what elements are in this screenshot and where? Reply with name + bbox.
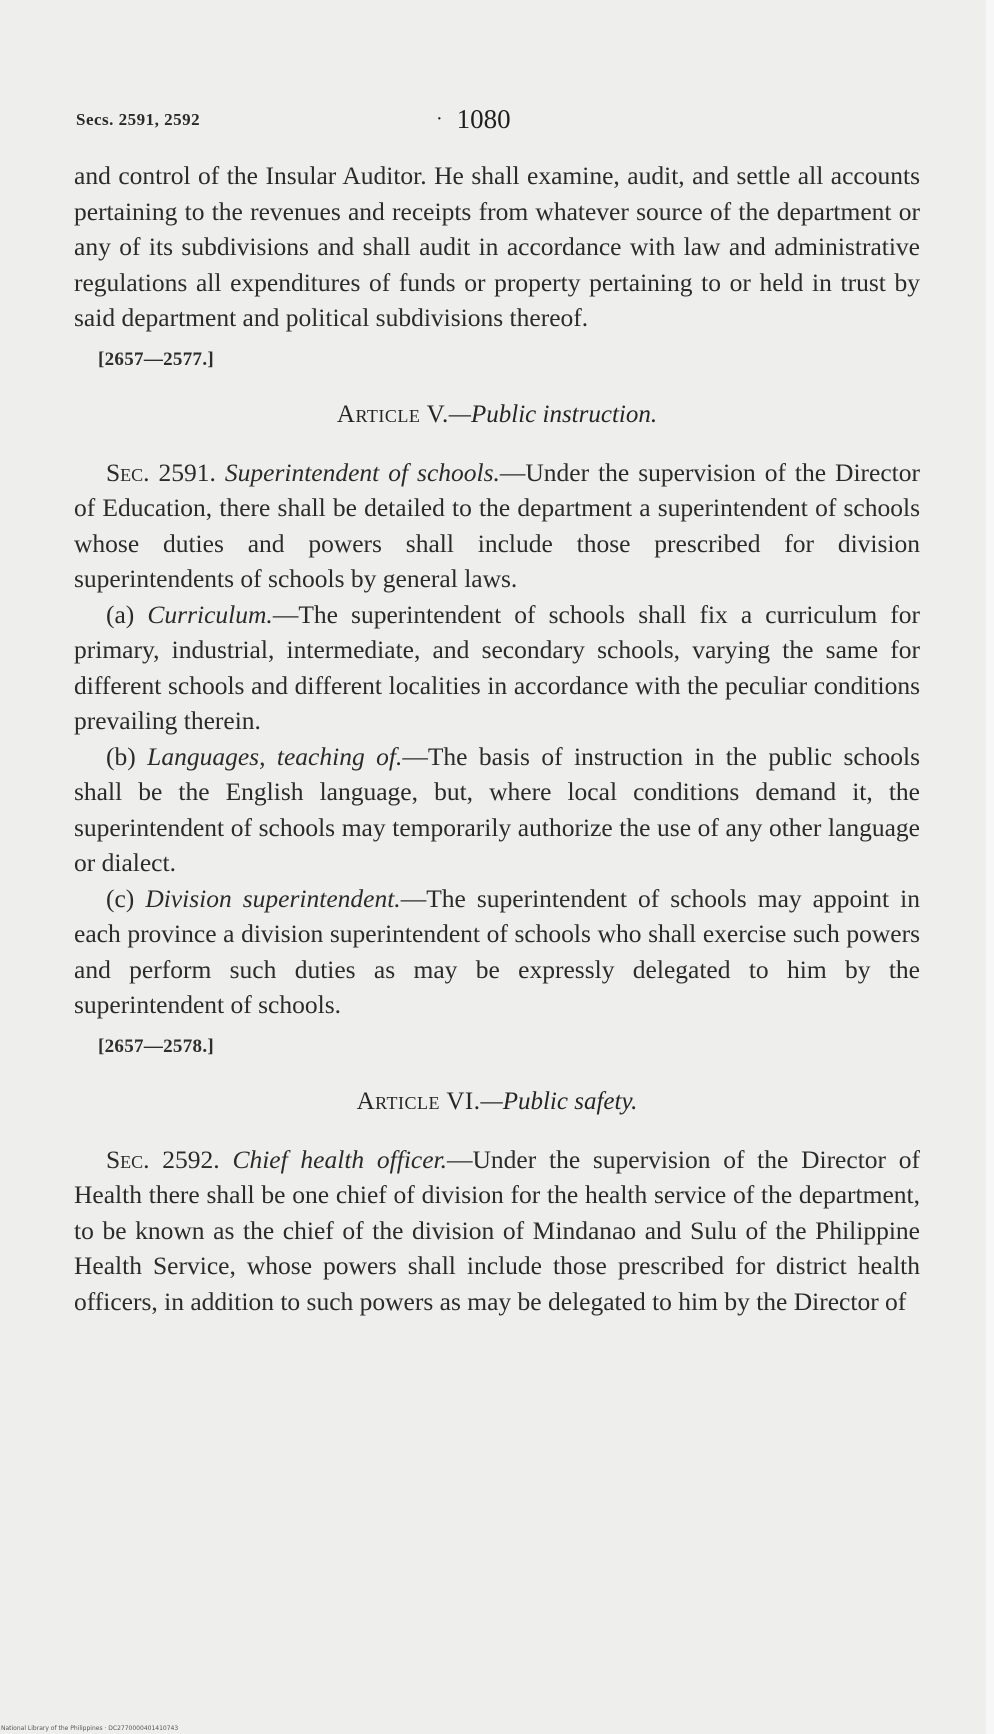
page-number-value: 1080 [456,104,511,134]
section-paragraph [74,455,920,597]
article-label: Article V. [336,401,449,428]
page-body [74,158,920,1319]
subsection-paragraph [74,739,920,881]
subsection-text: —The superintendent of schools may appoint in each province a division superintendent of schools who shall exercise such powers and perform such duties as may be expressly delegated to him by the superintendent of schools. [74,883,920,1019]
subsection-marker: (c) [106,883,135,913]
section-label: Sec. 2592. [106,1144,220,1174]
scan-footer: National Library of the Philippines · DC2770000401410743 [1,1725,179,1732]
section-text: —Under the supervision of the Director of Health there shall be one chief of division for the health service of the department, to be known as the chief of the division of Mindanao and Sulu of the Philippine Health Service, whose powers shall include those prescribed for district health officers, in addition to such powers as may be delegated to him by the Director of [74,1144,921,1316]
subsection-paragraph [74,881,920,1023]
page-header [76,106,916,136]
article-title: —Public instruction. [448,401,658,428]
subsection-marker: (b) [106,741,136,771]
section-reference: Secs. 2591, 2592 [76,110,201,129]
section-heading: Superintendent of schools. [224,457,500,487]
article-label: Article VI. [356,1088,481,1115]
article-heading [74,397,920,433]
page-edge [986,0,994,1734]
subsection-heading: Languages, teaching of. [147,741,403,771]
article-title: —Public safety. [480,1088,638,1115]
section-heading: Chief health officer. [232,1144,448,1174]
subsection-text: —The basis of instruction in the public schools shall be the English language, but, where local conditions demand it, the superintendent of schools may temporarily authorize the use of any other language or dialect. [74,741,921,877]
section-label: Sec. 2591. [106,457,216,487]
page-number-dot: · [436,108,443,130]
citation-reference: [2657—2577.] [98,348,215,370]
article-heading [74,1084,920,1120]
continued-paragraph: and control of the Insular Auditor. He shall examine, audit, and settle all accounts pertaining to the revenues and receipts from whatever source of the department or any of its subdivisions and shall audit in accordance with law and administrative regulations all expenditures of funds or property pertaining to or held in trust by said department and political subdivisions thereof. [74,161,920,332]
subsection-text: —The superintendent of schools shall fix a curriculum for primary, industrial, intermediate, and secondary schools, varying the same for different schools and different localities in accordance with the peculiar conditions prevailing therein. [74,599,920,735]
section-paragraph [74,1142,920,1320]
subsection-paragraph [74,597,920,739]
page-number [436,104,511,135]
subsection-marker: (a) [106,599,135,629]
subsection-heading: Curriculum. [147,599,273,629]
section-text: —Under the supervision of the Director of Education, there shall be detailed to the department a superintendent of schools whose duties and powers shall include those prescribed for division superintendents of schools by general laws. [74,457,921,593]
citation-reference: [2657—2578.] [98,1035,215,1057]
subsection-heading: Division superintendent. [145,883,401,913]
